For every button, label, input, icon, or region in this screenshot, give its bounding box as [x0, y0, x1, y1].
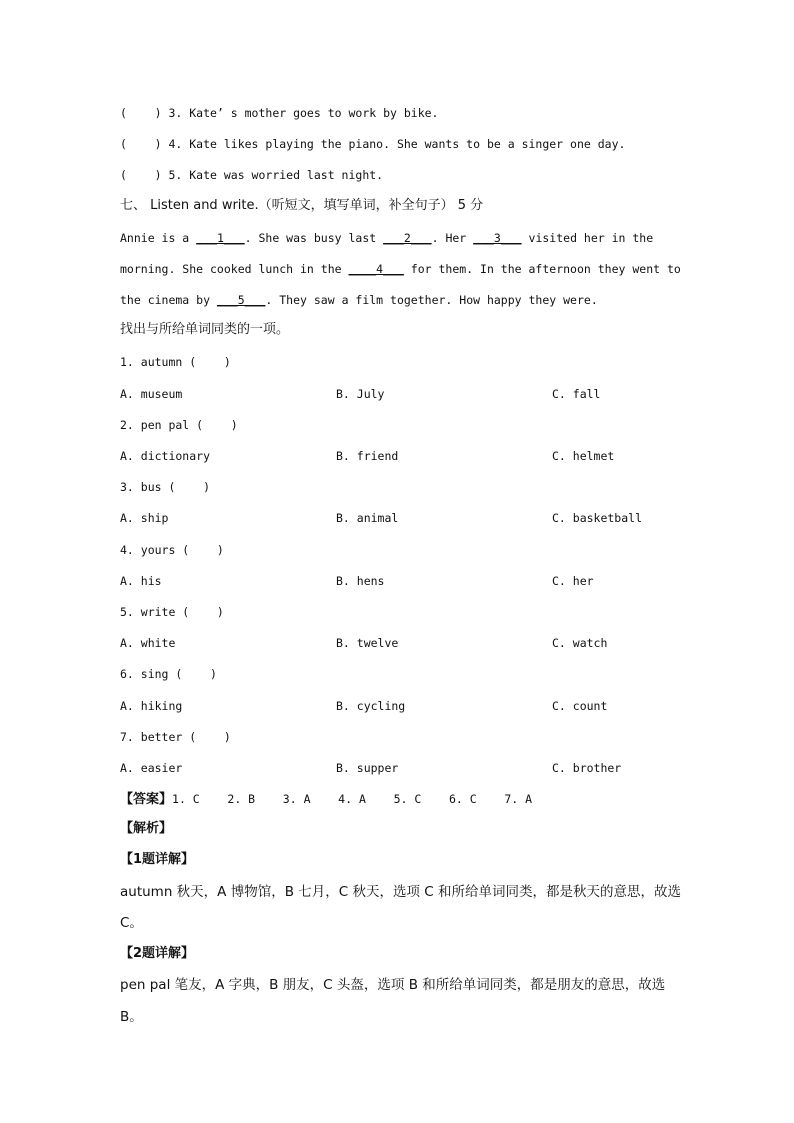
option-a[interactable]: A. white — [120, 636, 176, 650]
option-a[interactable]: A. his — [120, 574, 162, 588]
detail-2-label: 【2题详解】 — [120, 946, 195, 961]
option-b[interactable]: B. July — [336, 387, 385, 401]
answer-list: 1. C 2. B 3. A 4. A 5. C 6. C 7. A — [172, 792, 533, 806]
passage-text: . Her — [431, 231, 474, 245]
blank-2[interactable]: ___2___ — [383, 231, 432, 245]
passage-text: . They saw a film together. How happy they were. — [265, 293, 598, 307]
option-b[interactable]: B. friend — [336, 449, 399, 463]
tf-question-3: ( ) 3. Kate’ s mother goes to work by bike. — [120, 106, 439, 120]
detail-1-label: 【1题详解】 — [120, 852, 195, 867]
blank-5[interactable]: ___5___ — [216, 293, 266, 307]
answer-label: 【答案】 — [120, 792, 173, 807]
passage-line-3 — [120, 292, 598, 308]
detail-1-text-cont: C。 — [120, 915, 143, 931]
passage-line-1 — [120, 230, 653, 246]
option-b[interactable]: B. supper — [336, 761, 399, 775]
tf-question-5: ( ) 5. Kate was worried last night. — [120, 168, 384, 182]
analysis-label: 【解析】 — [120, 821, 173, 836]
option-c[interactable]: C. watch — [552, 636, 608, 650]
question-2: 2. pen pal ( ) — [120, 418, 238, 432]
passage-text: . She was busy last — [244, 231, 384, 245]
blank-4[interactable]: ____4___ — [348, 262, 404, 276]
option-c[interactable]: C. count — [552, 699, 608, 713]
detail-2-text: pen pal 笔友，A 字典，B 朋友，C 头盔，选项 B 和所给单词同类，都是朋友的意思，故选 — [120, 977, 666, 993]
passage-text: the cinema by — [120, 293, 217, 307]
question-3: 3. bus ( ) — [120, 480, 211, 494]
option-c[interactable]: C. fall — [552, 387, 601, 401]
option-a[interactable]: A. hiking — [120, 699, 183, 713]
tf-question-4: ( ) 4. Kate likes playing the piano. She wants to be a singer one day. — [120, 137, 626, 151]
option-a[interactable]: A. dictionary — [120, 449, 211, 463]
option-a[interactable]: A. museum — [120, 387, 183, 401]
answer-row — [120, 791, 532, 808]
question-1: 1. autumn ( ) — [120, 355, 231, 369]
option-b[interactable]: B. cycling — [336, 699, 406, 713]
question-6: 6. sing ( ) — [120, 667, 217, 681]
option-c[interactable]: C. helmet — [552, 449, 615, 463]
section-8-title: 找出与所给单词同类的一项。 — [120, 322, 290, 337]
question-5: 5. write ( ) — [120, 605, 224, 619]
blank-1[interactable]: ___1___ — [196, 231, 245, 245]
passage-text: for them. In the afternoon they went to — [403, 262, 681, 276]
option-a[interactable]: A. easier — [120, 761, 183, 775]
passage-line-2 — [120, 261, 681, 277]
option-b[interactable]: B. twelve — [336, 636, 399, 650]
option-b[interactable]: B. hens — [336, 574, 385, 588]
option-c[interactable]: C. basketball — [552, 511, 643, 525]
option-c[interactable]: C. brother — [552, 761, 622, 775]
detail-2-text-cont: B。 — [120, 1009, 143, 1025]
blank-3[interactable]: ___3___ — [473, 231, 522, 245]
question-7: 7. better ( ) — [120, 730, 231, 744]
option-b[interactable]: B. animal — [336, 511, 399, 525]
question-4: 4. yours ( ) — [120, 543, 224, 557]
passage-text: visited her in the — [521, 231, 654, 245]
passage-text: Annie is a — [120, 231, 197, 245]
section-7-title: 七、 Listen and write.（听短文，填写单词，补全句子） 5 分 — [120, 198, 484, 213]
passage-text: morning. She cooked lunch in the — [120, 262, 349, 276]
option-c[interactable]: C. her — [552, 574, 594, 588]
detail-1-text: autumn 秋天，A 博物馆，B 七月，C 秋天，选项 C 和所给单词同类，都是秋天的意思，故选 — [120, 884, 681, 900]
option-a[interactable]: A. ship — [120, 511, 169, 525]
